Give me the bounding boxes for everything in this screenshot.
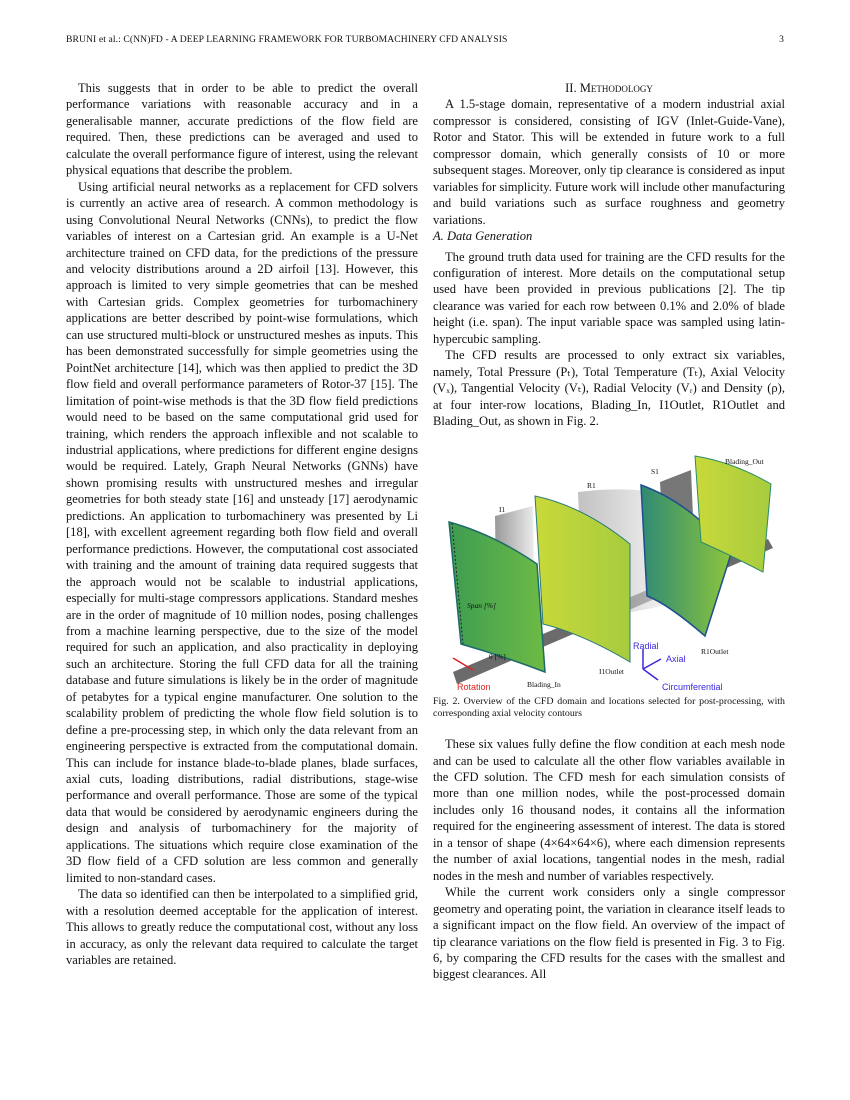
- label-span: Span [%]: [467, 600, 496, 610]
- page-number: 3: [779, 34, 784, 45]
- paragraph: The ground truth data used for training are the CFD results for the configuration of interest. More details on the computational setup used have been provided in previous publications [2]. The tip clearance was varied for each row between 0.1% and 2.0% of blade height (i.e. span). The input variable space was sampled using latin-hypercubic sampling.: [433, 249, 785, 346]
- section-title: II. Methodology: [565, 81, 653, 95]
- label-blading-out: Blading_Out: [725, 456, 764, 466]
- label-r1: R1: [587, 480, 596, 490]
- subsection-title: A. Data Generation: [433, 229, 533, 244]
- figure-caption: Fig. 2. Overview of the CFD domain and locations selected for post-processing, with corresponding axial velocity contours: [433, 695, 785, 719]
- label-theta: θ [%]: [489, 651, 506, 661]
- label-r1outlet: R1Outlet: [701, 646, 729, 656]
- right-column: [433, 80, 785, 983]
- paragraph: A 1.5-stage domain, representative of a modern industrial axial compressor is considered, consisting of IGV (Inlet-Guide-Vane), Rotor and Stator. This will be extended in future work to a full compressor domain, which generally consists of 10 or more subsequent stages. Moreover, only tip clearance is considered as input variables for simplicity. Future work will include other manufacturing and build variations such as surface roughness and geometry variations.: [433, 97, 785, 227]
- label-i1outlet: I1Outlet: [599, 666, 624, 676]
- paragraph: Using artificial neural networks as a replacement for CFD solvers is currently an active area of research. A common methodology is using Convolutional Neural Networks (CNNs), to predict the flow variables of interest on a Cartesian grid. An example is a U-Net architecture trained on CFD data, for the predictions of the pressure and velocity distributions around a 2D airfoil [13]. However, this approach is limited to very simple geometries that can be meshed with Cartesian grids. Complex geometries for turbomachinery applications are better described by point-wise formulations, which can use structured multi-block or unstructured meshes as inputs. This has been demonstrated successfully for simple geometries using the PointNet architecture [14], which was then applied to predict the 3D flow field and overall performance parameters of Rotor-37 [15]. The limitation of point-wise methods is that the 3D flow field predictions would need to be based on the same computational grid used for training, which renders the approach inflexible and not scalable to industrial applications, where predictions for different engine designs would be required. Lately, Graph Neural Networks (GNNs) have shown promising results with unstructured meshes and irregular geometries for both steady state [16] and unsteady [17] aerodynamic predictions. An application to turbomachinery was presented by Li [18], with excellent agreement regarding both flow field and overall performance predictions. However, the computational cost associated with training and the amount of training data required suggests that the approach would not be scalable to industrial applications, especially for multi-stage compressors applications. Standard meshes are in the order of magnitude of 10 million nodes, posing challenges from a machine learning perspective, due to the size of the model required for such an application, and also practicality in deploying such an architecture. Storing the full CFD data for all the training database and future simulations is likely be in the order of magnitude of petabytes for a typical engine manufacturer. One solution to the scalability problem of predicting the whole flow field solution is to define a pre-processing step, in which only the data relevant from an engineering perspective is extracted from the computational domain. This can include for instance blade-to-blade planes, blade surfaces, axial cuts, loading distributions, radial distributions, stage-wise performance and overall performance. Those are some of the typical data that would be considered by aerodynamic engineers during the design and analysis of turbomachinery for the majority of applications. The situations which require close examination of the 3D flow field of a CFD solution are less common and generally limited to non-standard cases.: [66, 179, 418, 885]
- running-header: [66, 34, 784, 45]
- label-axial: Axial: [666, 653, 686, 664]
- paragraph: These six values fully define the flow condition at each mesh node and can be used to calculate all the other flow variables available in the CFD solution. The CFD mesh for each simulation consists of more than one million nodes, while the post-processed domain includes only 16 thousand nodes, it contains all the information required for the engineering assessment of interest. The data is stored in a tensor of shape (4×64×64×6), where each dimension represents the number of axial locations, tangential nodes in the mesh, radial nodes in the mesh and number of variables respectively.: [433, 737, 785, 883]
- label-circumferential: Circumferential: [662, 681, 723, 692]
- axial-arrow: [643, 659, 661, 669]
- label-blading-in: Blading_In: [527, 679, 561, 689]
- label-i1: I1: [499, 504, 506, 514]
- running-title: BRUNI et al.: C(NN)FD - A DEEP LEARNING FRAMEWORK FOR TURBOMACHINERY CFD ANALYSIS: [66, 34, 508, 45]
- figure-cfd-domain: [433, 444, 785, 692]
- label-s1: S1: [651, 466, 659, 476]
- paragraph: The CFD results are processed to only extract six variables, namely, Total Pressure (Pₜ), Total Temperature (Tₜ), Axial Velocity (Vₓ), Tangential Velocity (Vₜ), Radial Velocity (Vᵣ) and Density (ρ), at four inter-row locations, Blading_In, I1Outlet, R1Outlet and Blading_Out, as shown in Fig. 2.: [433, 348, 785, 429]
- circumferential-arrow: [643, 669, 658, 680]
- paragraph: While the current work considers only a single compressor geometry and operating point, the variation in clearance itself leads to a significant impact on the flow field. An overview of the impact of tip clearance variations on the flow field is presented in Fig. 3 to Fig. 6, by comparing the CFD results for the cases with the smallest and biggest clearances. All: [433, 885, 785, 982]
- cfd-domain-illustration: [433, 444, 785, 692]
- label-radial: Radial: [633, 640, 659, 651]
- left-column: [66, 80, 418, 968]
- paragraph: This suggests that in order to be able to predict the overall performance variations with reasonable accuracy and in a generalisable manner, accurate predictions of the flow field are required. Then, these predictions can be averaged and used to calculate the overall performance figure of interest, using the relevant physical equations that describe the problem.: [66, 81, 418, 178]
- label-rotation: Rotation: [457, 681, 491, 692]
- paragraph: The data so identified can then be interpolated to a simplified grid, with a resolution deemed acceptable for the application of interest. This allows to greatly reduce the computational cost, without any loss in accuracy, as only the relevant data required to calculate the target variables are retained.: [66, 887, 418, 968]
